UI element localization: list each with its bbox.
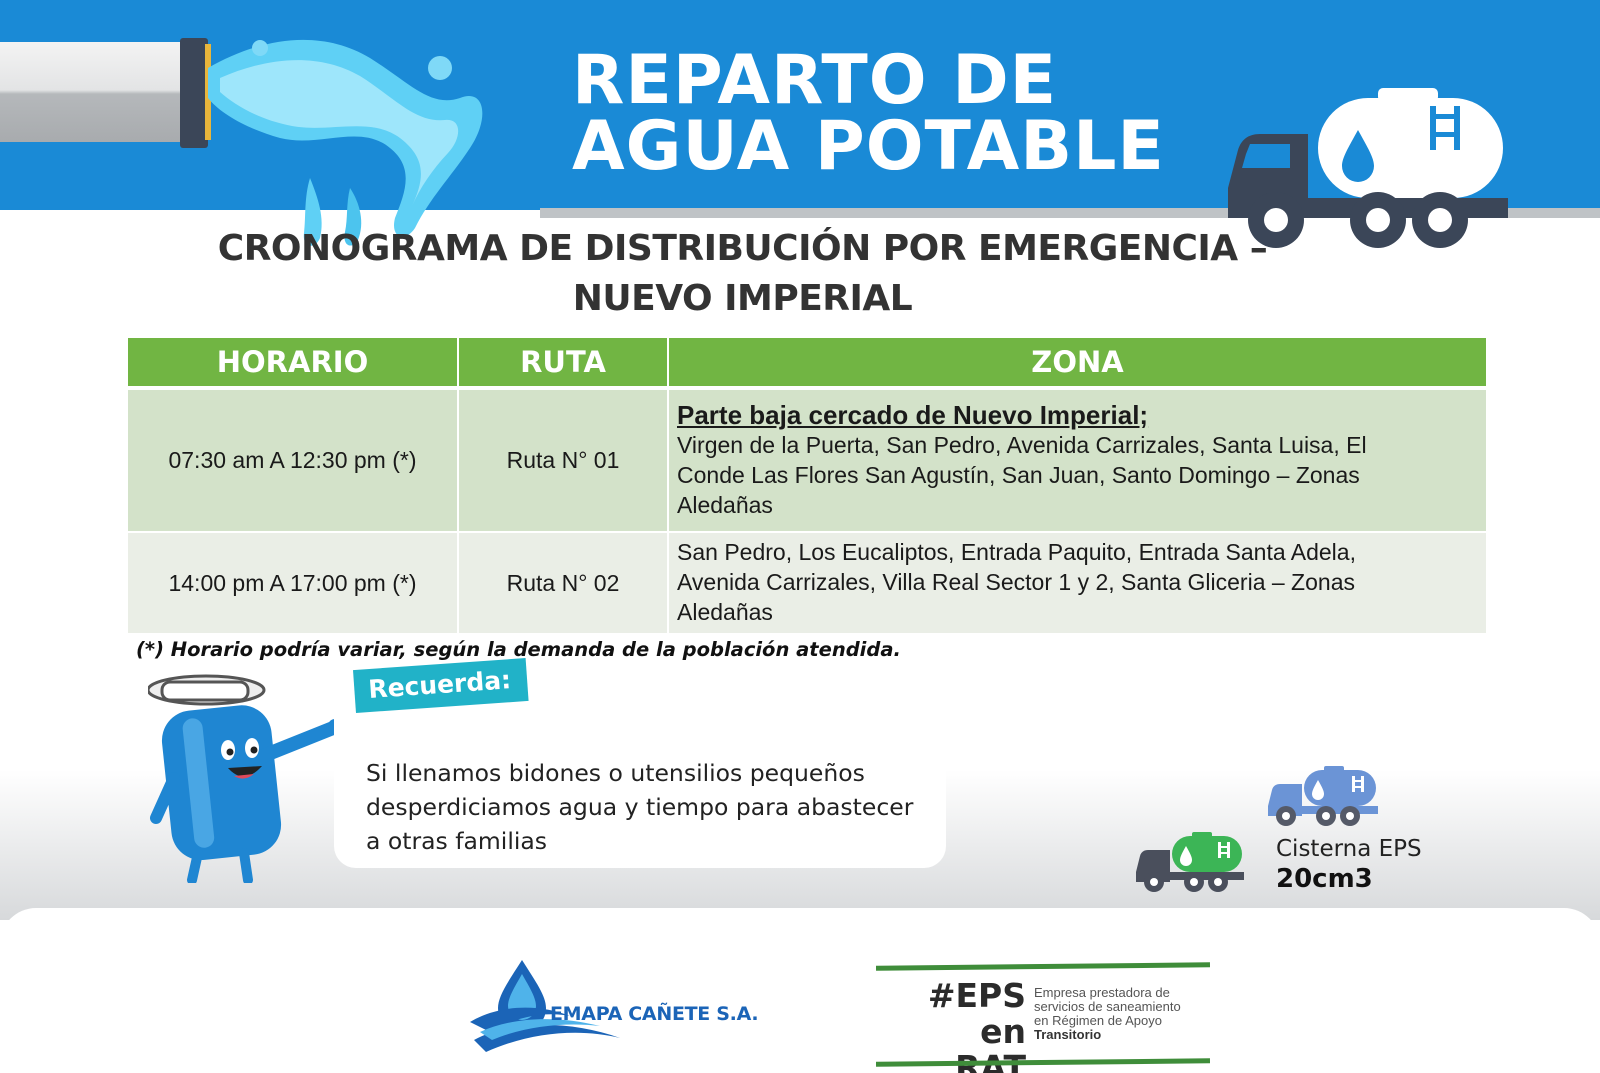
main-title-line1: REPARTO DE: [572, 41, 1058, 120]
green-truck-icon: [1136, 830, 1246, 894]
reminder-text: Si llenamos bidones o utensilios pequeños desperdiciamos agua y tiempo para abastecer a otras familias: [366, 759, 914, 855]
zone-list: Virgen de la Puerta, San Pedro, Avenida Carrizales, Santa Luisa, El Conde Las Flores San Agustín, San Juan, Santo Domingo – Zonas Aledañas: [677, 431, 1367, 518]
cell-horario: 14:00 pm A 17:00 pm (*): [128, 532, 458, 634]
header-zona: ZONA: [668, 338, 1486, 388]
table-row: [128, 532, 1486, 634]
rat-desc-2: servicios de saneamiento: [1034, 999, 1181, 1014]
subtitle-line1: CRONOGRAMA DE DISTRIBUCIÓN POR EMERGENCIA –: [217, 228, 1268, 269]
reminder-tag: Recuerda:: [353, 658, 528, 713]
water-pipe-icon: [0, 42, 185, 142]
cell-zona: [668, 532, 1486, 634]
main-title-line2: AGUA POTABLE: [572, 107, 1165, 186]
rat-desc-3: en Régimen de Apoyo: [1034, 1013, 1162, 1028]
cell-zona: [668, 388, 1486, 532]
blue-truck-icon: [1268, 766, 1380, 828]
table-row: [128, 388, 1486, 532]
rat-logo-title: [876, 978, 1026, 1073]
cell-ruta: Ruta N° 02: [458, 532, 668, 634]
water-barrel-mascot-icon: [148, 668, 348, 883]
header-horario: HORARIO: [128, 338, 458, 388]
page-subtitle: [180, 224, 1305, 324]
rat-logo-description: [1034, 986, 1181, 1042]
eps-rat-logo: [876, 964, 1210, 1066]
rat-desc-4: Transitorio: [1034, 1027, 1102, 1042]
subtitle-line2: NUEVO IMPERIAL: [572, 278, 913, 319]
emapa-logo-text: EMAPA CAÑETE S.A.: [550, 1003, 759, 1025]
schedule-table: [128, 338, 1486, 635]
zone-heading: Parte baja cercado de Nuevo Imperial;: [677, 399, 1149, 430]
cell-horario: 07:30 am A 12:30 pm (*): [128, 388, 458, 532]
footer-panel: [0, 908, 1600, 1073]
footnote: (*) Horario podría variar, según la demanda de la población atendida.: [136, 638, 901, 661]
cistern-label: Cisterna EPS: [1276, 836, 1422, 862]
rat-desc-1: Empresa prestadora de: [1034, 985, 1170, 1000]
main-title: [572, 41, 1272, 186]
rat-logo-line1: #EPS en: [927, 976, 1026, 1051]
header-ruta: RUTA: [458, 338, 668, 388]
table-header-row: [128, 338, 1486, 388]
rat-logo-line-top: [876, 962, 1210, 970]
zone-list: San Pedro, Los Eucaliptos, Entrada Paquito, Entrada Santa Adela, Avenida Carrizales, Villa Real Sector 1 y 2, Santa Gliceria – Zonas Aledañas: [677, 539, 1356, 625]
cell-ruta: Ruta N° 01: [458, 388, 668, 532]
cistern-capacity: 20cm3: [1276, 864, 1373, 894]
